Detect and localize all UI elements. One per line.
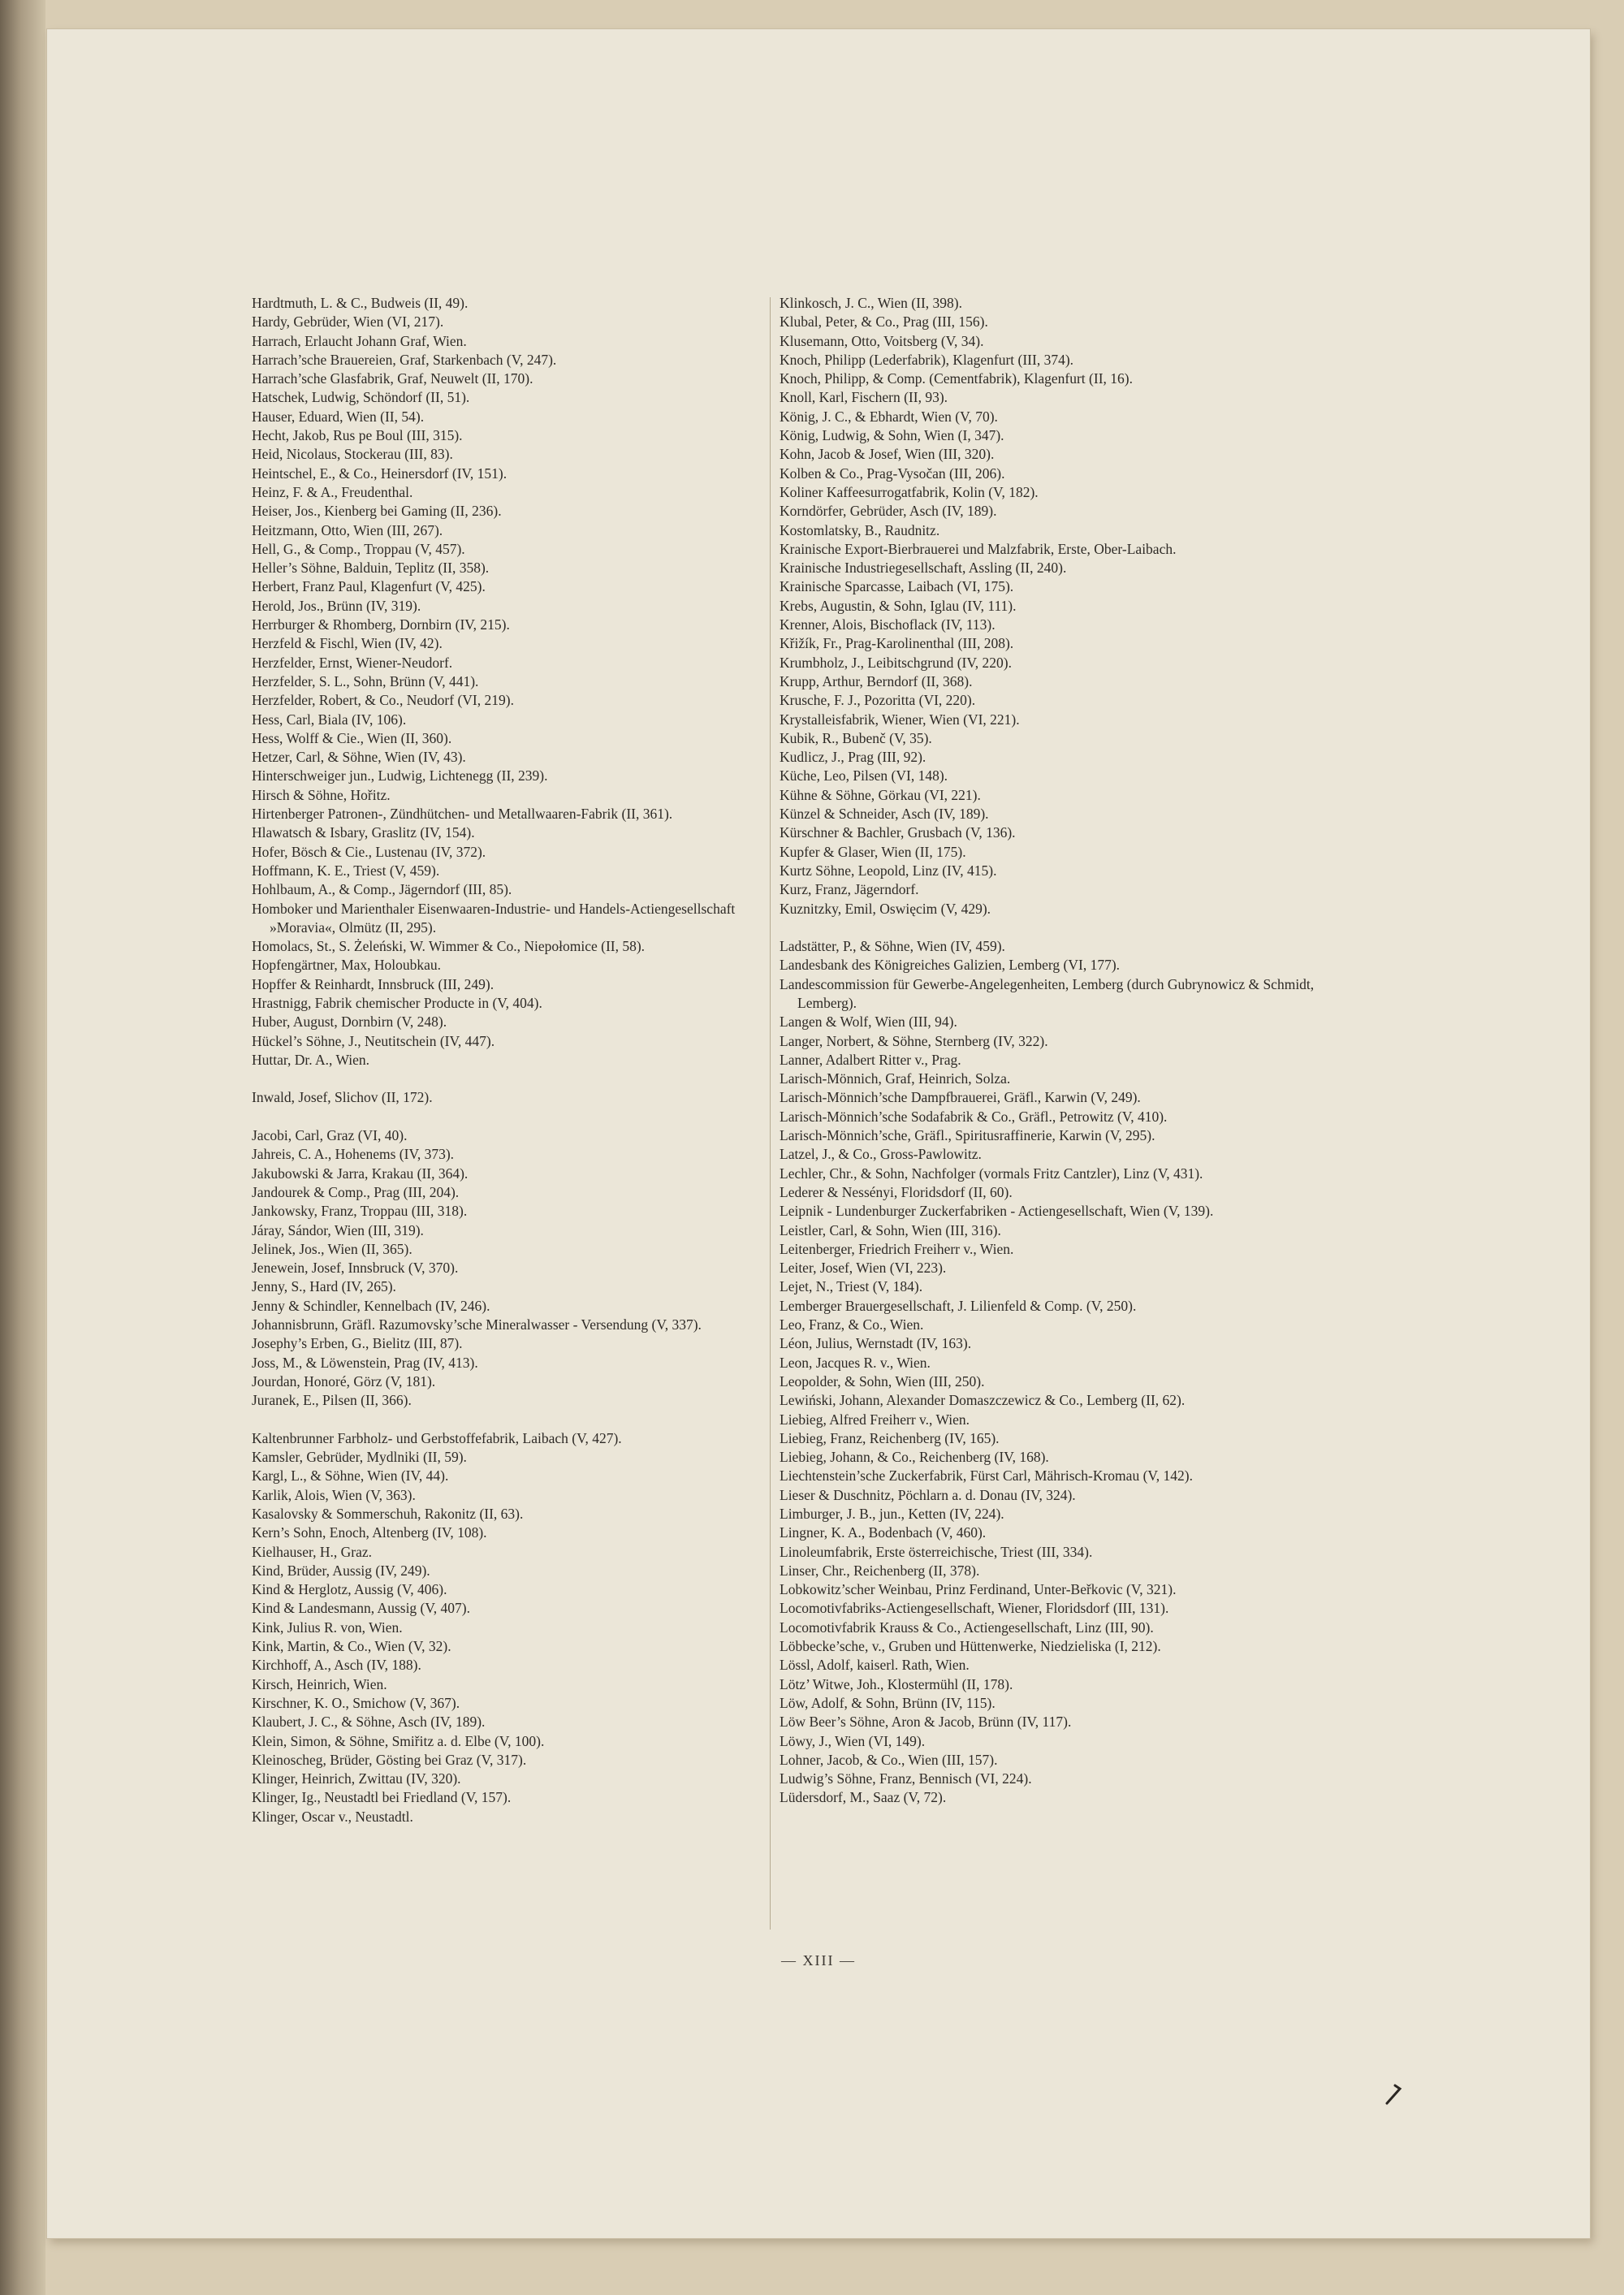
- index-group: [252, 1429, 796, 1826]
- index-entry: Hecht, Jakob, Rus pe Boul (III, 315).: [252, 427, 463, 444]
- index-entry: Kasalovsky & Sommerschuh, Rakonitz (II, 63).: [252, 1506, 524, 1522]
- index-entry: Klinger, Ig., Neustadtl bei Friedland (V, 157).: [252, 1789, 512, 1806]
- index-entry: Jelinek, Jos., Wien (II, 365).: [252, 1240, 412, 1257]
- index-entry: Leopolder, & Sohn, Wien (III, 250).: [780, 1372, 985, 1390]
- index-entry: Lanner, Adalbert Ritter v., Prag.: [780, 1051, 961, 1068]
- index-entry: Koliner Kaffeesurrogatfabrik, Kolin (V, 182).: [780, 483, 1039, 500]
- index-entry: Heitzmann, Otto, Wien (III, 267).: [252, 521, 443, 538]
- index-entry: Hohlbaum, A., & Comp., Jägerndorf (III, 85).: [252, 881, 512, 898]
- index-entry: Hückel’s Söhne, J., Neutitschein (IV, 447).: [252, 1032, 495, 1049]
- index-entry: Hirsch & Söhne, Hořitz.: [252, 786, 391, 803]
- index-entry: Knoch, Philipp (Lederfabrik), Klagenfurt (III, 374).: [780, 351, 1074, 368]
- index-entry: Kind & Landesmann, Aussig (V, 407).: [252, 1600, 470, 1617]
- index-entry: Hardtmuth, L. & C., Budweis (II, 49).: [252, 295, 469, 311]
- index-entry: Kostomlatsky, B., Raudnitz.: [780, 521, 940, 538]
- index-entry: Harrach, Erlaucht Johann Graf, Wien.: [252, 332, 467, 349]
- index-group: [780, 294, 1324, 918]
- index-entry: Klubal, Peter, & Co., Prag (III, 156).: [780, 313, 988, 331]
- index-entry: Juranek, E., Pilsen (II, 366).: [252, 1392, 412, 1409]
- index-entry: Korndörfer, Gebrüder, Asch (IV, 189).: [780, 503, 997, 520]
- index-entry: Klinger, Heinrich, Zwittau (IV, 320).: [252, 1770, 461, 1787]
- index-entry: Léon, Julius, Wernstadt (IV, 163).: [780, 1335, 972, 1352]
- index-entry: Leon, Jacques R. v., Wien.: [780, 1354, 931, 1371]
- index-entry: Hess, Wolff & Cie., Wien (II, 360).: [252, 729, 452, 746]
- index-entry: Hrastnigg, Fabrik chemischer Producte in (V, 404).: [252, 994, 542, 1011]
- index-entry: Kirschner, K. O., Smichow (V, 367).: [252, 1694, 460, 1711]
- index-entry: Hopffer & Reinhardt, Innsbruck (III, 249).: [252, 975, 495, 992]
- index-entry: Inwald, Josef, Slichov (II, 172).: [252, 1089, 433, 1106]
- book-page: [47, 29, 1590, 2238]
- index-entry: Leo, Franz, & Co., Wien.: [780, 1316, 924, 1333]
- index-entry: Hinterschweiger jun., Ludwig, Lichtenegg (II, 239).: [252, 767, 548, 784]
- index-entry: Kargl, L., & Söhne, Wien (IV, 44).: [252, 1467, 449, 1485]
- index-entry: Ladstätter, P., & Söhne, Wien (IV, 459).: [780, 938, 1005, 955]
- index-entry: Kudlicz, J., Prag (III, 92).: [780, 749, 926, 766]
- index-entry: Krainische Industriegesellschaft, Assling (II, 240).: [780, 560, 1067, 577]
- index-entry: Klinkosch, J. C., Wien (II, 398).: [780, 295, 962, 311]
- right-column-index: [780, 294, 1324, 1808]
- index-entry: Karlik, Alois, Wien (V, 363).: [252, 1486, 416, 1503]
- index-entry: Krainische Sparcasse, Laibach (VI, 175).: [780, 578, 1014, 595]
- index-entry: Kirchhoff, A., Asch (IV, 188).: [252, 1657, 421, 1674]
- index-entry: Kink, Julius R. von, Wien.: [252, 1619, 403, 1636]
- index-entry: Löw, Adolf, & Sohn, Brünn (IV, 115).: [780, 1694, 996, 1711]
- index-entry: Hirtenberger Patronen-, Zündhütchen- und Metallwaaren-Fabrik (II, 361).: [252, 806, 673, 823]
- index-entry: Kolben & Co., Prag-Vysočan (III, 206).: [780, 465, 1005, 482]
- index-entry: Latzel, J., & Co., Gross-Pawlowitz.: [780, 1146, 982, 1163]
- index-entry: Heller’s Söhne, Balduin, Teplitz (II, 358).: [252, 560, 490, 577]
- index-entry: Hell, G., & Comp., Troppau (V, 457).: [252, 540, 465, 557]
- index-entry: Lechler, Chr., & Sohn, Nachfolger (vormals Fritz Cantzler), Linz (V, 431).: [780, 1165, 1203, 1182]
- index-entry: Herold, Jos., Brünn (IV, 319).: [252, 597, 421, 614]
- index-entry: Lössl, Adolf, kaiserl. Rath, Wien.: [780, 1657, 970, 1674]
- index-entry: Herzfelder, S. L., Sohn, Brünn (V, 441).: [252, 672, 479, 689]
- index-entry: Johannisbrunn, Gräfl. Razumovsky’sche Mineralwasser - Versendung (V, 337).: [252, 1316, 702, 1333]
- index-entry: Krumbholz, J., Leibitschgrund (IV, 220).: [780, 654, 1012, 671]
- index-entry: Leipnik - Lundenburger Zuckerfabriken - Actiengesellschaft, Wien (V, 139).: [780, 1203, 1214, 1220]
- pencil-mark: [1379, 2076, 1411, 2108]
- index-entry: Lederer & Nessényi, Floridsdorf (II, 60).: [780, 1183, 1013, 1200]
- index-entry: Limburger, J. B., jun., Ketten (IV, 224).: [780, 1506, 1004, 1522]
- index-entry: Jahreis, C. A., Hohenems (IV, 373).: [252, 1146, 455, 1163]
- index-entry: Krenner, Alois, Bischoflack (IV, 113).: [780, 616, 996, 633]
- index-entry: Harrach’sche Glasfabrik, Graf, Neuwelt (II, 170).: [252, 370, 533, 387]
- index-entry: Krainische Export-Bierbrauerei und Malzfabrik, Erste, Ober-Laibach.: [780, 540, 1177, 557]
- index-entry: Lobkowitz’scher Weinbau, Prinz Ferdinand, Unter-Beřkovic (V, 321).: [780, 1581, 1177, 1598]
- index-entry: Lewiński, Johann, Alexander Domaszczewicz & Co., Lemberg (II, 62).: [780, 1392, 1186, 1409]
- index-entry: Klein, Simon, & Söhne, Smiřitz a. d. Elbe (V, 100).: [252, 1732, 545, 1749]
- index-entry: Klinger, Oscar v., Neustadtl.: [252, 1808, 413, 1825]
- index-entry: Heintschel, E., & Co., Heinersdorf (IV, 151).: [252, 465, 508, 482]
- index-entry: Heiser, Jos., Kienberg bei Gaming (II, 236).: [252, 503, 502, 520]
- index-entry: Lieser & Duschnitz, Pöchlarn a. d. Donau (IV, 324).: [780, 1486, 1076, 1503]
- index-entry: Kürschner & Bachler, Grusbach (V, 136).: [780, 824, 1016, 841]
- index-entry: Heid, Nicolaus, Stockerau (III, 83).: [252, 446, 453, 463]
- index-entry: Kielhauser, H., Graz.: [252, 1543, 372, 1560]
- index-entry: Larisch-Mönnich’sche Dampfbrauerei, Gräfl., Karwin (V, 249).: [780, 1089, 1141, 1106]
- index-entry: Kamsler, Gebrüder, Mydlniki (II, 59).: [252, 1449, 467, 1466]
- index-entry: Lejet, N., Triest (V, 184).: [780, 1278, 923, 1295]
- index-entry: Huttar, Dr. A., Wien.: [252, 1051, 370, 1068]
- index-entry: Locomotivfabrik Krauss & Co., Actiengesellschaft, Linz (III, 90).: [780, 1619, 1154, 1636]
- index-entry: Landescommission für Gewerbe-Angelegenheiten, Lemberg (durch Gubrynowicz & Schmidt, Lemberg).: [780, 975, 1315, 1011]
- index-group: [252, 1088, 796, 1107]
- index-entry: Lemberger Brauergesellschaft, J. Lilienfeld & Comp. (V, 250).: [780, 1297, 1137, 1314]
- index-entry: Kink, Martin, & Co., Wien (V, 32).: [252, 1638, 451, 1655]
- index-entry: Knoch, Philipp, & Comp. (Cementfabrik), Klagenfurt (II, 16).: [780, 370, 1133, 387]
- index-entry: Langer, Norbert, & Söhne, Sternberg (IV, 322).: [780, 1032, 1048, 1049]
- index-entry: Liebieg, Johann, & Co., Reichenberg (IV, 168).: [780, 1449, 1049, 1466]
- index-entry: Lohner, Jacob, & Co., Wien (III, 157).: [780, 1751, 998, 1768]
- index-group: [252, 1126, 796, 1410]
- index-group: [780, 937, 1324, 1808]
- index-entry: Homboker und Marienthaler Eisenwaaren-Industrie- und Handels-Actiengesellschaft »Moravia«, Olmütz (II, 295).: [252, 900, 736, 936]
- index-entry: Krupp, Arthur, Berndorf (II, 368).: [780, 672, 973, 689]
- index-entry: Kind & Herglotz, Aussig (V, 406).: [252, 1581, 447, 1598]
- index-entry: Hardy, Gebrüder, Wien (VI, 217).: [252, 313, 444, 331]
- index-entry: Jakubowski & Jarra, Krakau (II, 364).: [252, 1165, 469, 1182]
- index-entry: Herzfelder, Ernst, Wiener-Neudorf.: [252, 654, 453, 671]
- index-entry: Larisch-Mönnich’sche, Gräfl., Spiritusraffinerie, Karwin (V, 295).: [780, 1127, 1155, 1144]
- index-entry: Leiter, Josef, Wien (VI, 223).: [780, 1260, 947, 1277]
- index-entry: Leistler, Carl, & Sohn, Wien (III, 316).: [780, 1221, 1001, 1238]
- left-column-index: [252, 294, 796, 1826]
- index-entry: Knoll, Karl, Fischern (II, 93).: [780, 389, 948, 406]
- index-entry: Liebieg, Franz, Reichenberg (IV, 165).: [780, 1429, 1000, 1446]
- index-entry: Ludwig’s Söhne, Franz, Bennisch (VI, 224).: [780, 1770, 1032, 1787]
- index-entry: Jourdan, Honoré, Görz (V, 181).: [252, 1372, 436, 1390]
- index-entry: Krusche, F. J., Pozoritta (VI, 220).: [780, 692, 976, 709]
- index-entry: Linoleumfabrik, Erste österreichische, Triest (III, 334).: [780, 1543, 1093, 1560]
- book-spine: [0, 0, 45, 2295]
- index-entry: Herzfelder, Robert, & Co., Neudorf (VI, 219).: [252, 692, 514, 709]
- column-divider: [770, 297, 771, 1930]
- index-entry: Kurz, Franz, Jägerndorf.: [780, 881, 919, 898]
- index-entry: Jenny & Schindler, Kennelbach (IV, 246).: [252, 1297, 490, 1314]
- index-entry: Jankowsky, Franz, Troppau (III, 318).: [252, 1203, 468, 1220]
- index-entry: Harrach’sche Brauereien, Graf, Starkenbach (V, 247).: [252, 351, 557, 368]
- index-entry: Löbbecke’sche, v., Gruben und Hüttenwerke, Niedzieliska (I, 212).: [780, 1638, 1161, 1655]
- index-entry: König, J. C., & Ebhardt, Wien (V, 70).: [780, 408, 998, 425]
- index-entry: Künzel & Schneider, Asch (IV, 189).: [780, 806, 989, 823]
- index-entry: Jenewein, Josef, Innsbruck (V, 370).: [252, 1260, 459, 1277]
- index-entry: Hoffmann, K. E., Triest (V, 459).: [252, 862, 440, 879]
- index-entry: Klaubert, J. C., & Söhne, Asch (IV, 189).: [252, 1714, 486, 1731]
- index-entry: Hatschek, Ludwig, Schöndorf (II, 51).: [252, 389, 470, 406]
- index-entry: Kühne & Söhne, Görkau (VI, 221).: [780, 786, 981, 803]
- index-entry: Larisch-Mönnich’sche Sodafabrik & Co., Gräfl., Petrowitz (V, 410).: [780, 1108, 1168, 1125]
- index-entry: Langen & Wolf, Wien (III, 94).: [780, 1014, 957, 1031]
- index-entry: Joss, M., & Löwenstein, Prag (IV, 413).: [252, 1354, 478, 1371]
- index-entry: Heinz, F. & A., Freudenthal.: [252, 483, 413, 500]
- index-entry: Kirsch, Heinrich, Wien.: [252, 1675, 387, 1692]
- index-entry: Kohn, Jacob & Josef, Wien (III, 320).: [780, 446, 995, 463]
- index-entry: Liechtenstein’sche Zuckerfabrik, Fürst Carl, Mährisch-Kromau (V, 142).: [780, 1467, 1193, 1485]
- index-entry: Hauser, Eduard, Wien (II, 54).: [252, 408, 425, 425]
- index-group: [252, 294, 796, 1070]
- index-entry: König, Ludwig, & Sohn, Wien (I, 347).: [780, 427, 1004, 444]
- index-entry: Kupfer & Glaser, Wien (II, 175).: [780, 843, 966, 860]
- index-entry: Kaltenbrunner Farbholz- und Gerbstoffefabrik, Laibach (V, 427).: [252, 1429, 622, 1446]
- index-entry: Leitenberger, Friedrich Freiherr v., Wien.: [780, 1240, 1014, 1257]
- index-entry: Locomotivfabriks-Actiengesellschaft, Wiener, Floridsdorf (III, 131).: [780, 1600, 1169, 1617]
- index-entry: Klusemann, Otto, Voitsberg (V, 34).: [780, 332, 984, 349]
- index-entry: Kind, Brüder, Aussig (IV, 249).: [252, 1562, 430, 1579]
- index-entry: Kern’s Sohn, Enoch, Altenberg (IV, 108).: [252, 1524, 487, 1541]
- index-entry: Hlawatsch & Isbary, Graslitz (IV, 154).: [252, 824, 475, 841]
- index-entry: Jenny, S., Hard (IV, 265).: [252, 1278, 396, 1295]
- index-entry: Hopfengärtner, Max, Holoubkau.: [252, 957, 442, 974]
- index-entry: Lüdersdorf, M., Saaz (V, 72).: [780, 1789, 947, 1806]
- page-number: — XIII —: [781, 1952, 856, 1969]
- index-entry: Krystalleisfabrik, Wiener, Wien (VI, 221).: [780, 711, 1020, 728]
- index-entry: Linser, Chr., Reichenberg (II, 378).: [780, 1562, 980, 1579]
- index-entry: Löwy, J., Wien (VI, 149).: [780, 1732, 926, 1749]
- index-entry: Landesbank des Königreiches Galizien, Lemberg (VI, 177).: [780, 957, 1121, 974]
- index-entry: Liebieg, Alfred Freiherr v., Wien.: [780, 1411, 970, 1428]
- index-entry: Krebs, Augustin, & Sohn, Iglau (IV, 111).: [780, 597, 1017, 614]
- index-entry: Herbert, Franz Paul, Klagenfurt (V, 425).: [252, 578, 486, 595]
- index-entry: Jacobi, Carl, Graz (VI, 40).: [252, 1127, 408, 1144]
- index-entry: Herrburger & Rhomberg, Dornbirn (IV, 215).: [252, 616, 510, 633]
- index-entry: Homolacs, St., S. Żeleński, W. Wimmer & Co., Niepołomice (II, 58).: [252, 938, 646, 955]
- index-entry: Kubik, R., Bubenč (V, 35).: [780, 729, 932, 746]
- index-entry: Járay, Sándor, Wien (III, 319).: [252, 1221, 424, 1238]
- index-entry: Hetzer, Carl, & Söhne, Wien (IV, 43).: [252, 749, 466, 766]
- index-entry: Hofer, Bösch & Cie., Lustenau (IV, 372).: [252, 843, 486, 860]
- index-entry: Kleinoscheg, Brüder, Gösting bei Graz (V, 317).: [252, 1751, 527, 1768]
- index-entry: Křižík, Fr., Prag-Karolinenthal (III, 208).: [780, 635, 1014, 652]
- index-entry: Kurtz Söhne, Leopold, Linz (IV, 415).: [780, 862, 997, 879]
- index-entry: Larisch-Mönnich, Graf, Heinrich, Solza.: [780, 1070, 1011, 1087]
- index-entry: Herzfeld & Fischl, Wien (IV, 42).: [252, 635, 443, 652]
- index-entry: Lötz’ Witwe, Joh., Klostermühl (II, 178).: [780, 1675, 1013, 1692]
- index-entry: Lingner, K. A., Bodenbach (V, 460).: [780, 1524, 987, 1541]
- index-entry: Kuznitzky, Emil, Oswięcim (V, 429).: [780, 900, 991, 917]
- index-entry: Josephy’s Erben, G., Bielitz (III, 87).: [252, 1335, 463, 1352]
- index-entry: Küche, Leo, Pilsen (VI, 148).: [780, 767, 948, 784]
- index-entry: Hess, Carl, Biala (IV, 106).: [252, 711, 407, 728]
- index-entry: Huber, August, Dornbirn (V, 248).: [252, 1014, 447, 1031]
- index-entry: Jandourek & Comp., Prag (III, 204).: [252, 1183, 460, 1200]
- index-entry: Löw Beer’s Söhne, Aron & Jacob, Brünn (IV, 117).: [780, 1714, 1072, 1731]
